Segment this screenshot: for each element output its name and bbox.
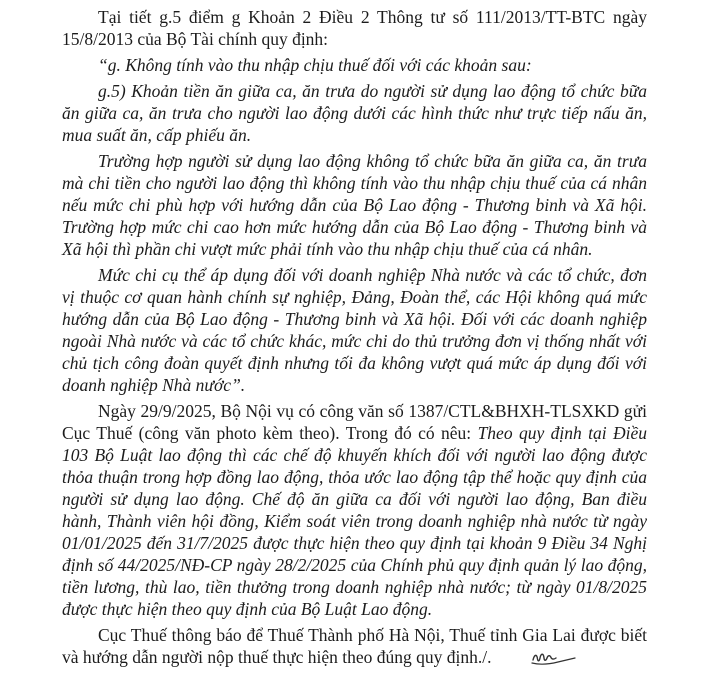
text-run: Theo quy định tại Điều 103 Bộ Luật lao động thì các chế độ khuyến khích đối với người lao động được thỏa thuận trong hợp đồng lao động, thỏa ước lao động tập thể hoặc quy định của người sử dụng lao động. Chế độ ăn giữa ca đối với người lao động, Ban điều hành, Thành viên hội đồng, Kiểm soát viên trong doanh nghiệp nhà nước từ ngày 01/01/2025 đến 31/7/2025 được thực hiện theo quy định tại khoản 9 Điều 34 Nghị định số 44/2025/NĐ-CP ngày 28/2/2025 của Chính phủ quy định quản lý lao động, tiền lương, thù lao, tiền thưởng trong doanh nghiệp nhà nước; từ ngày 01/8/2025 được thực hiện theo quy định của Bộ Luật Lao động.	[62, 423, 648, 619]
paragraph-quote-muc-chi	[62, 264, 647, 396]
text-run: Cục Thuế thông báo để Thuế Thành phố Hà Nội, Thuế tỉnh Gia Lai được biết và hướng dẫn người nộp thuế thực hiện theo đúng quy định./.	[62, 625, 647, 667]
paragraph-quote-g	[62, 54, 647, 76]
paragraph-citation-header	[62, 6, 647, 50]
signature-squiggle-icon	[494, 649, 578, 671]
text-run: g.5) Khoản tiền ăn giữa ca, ăn trưa do người sử dụng lao động tổ chức bữa ăn giữa ca, ăn trưa cho người lao động dưới các hình thức như trực tiếp nấu ăn, mua suất ăn, cấp phiếu ăn.	[62, 81, 647, 145]
paragraph-closing-notice	[62, 624, 647, 668]
text-run: “g. Không tính vào thu nhập chịu thuế đối với các khoản sau:	[98, 55, 532, 75]
paragraph-quote-truong-hop	[62, 150, 647, 260]
text-run: Trường hợp người sử dụng lao động không tổ chức bữa ăn giữa ca, ăn trưa mà chi tiền cho người lao động thì không tính vào thu nhập chịu thuế của cá nhân nếu mức chi phù hợp với hướng dẫn của Bộ Lao động - Thương binh và Xã hội. Trường hợp mức chi cao hơn mức hướng dẫn của Bộ Lao động - Thương binh và Xã hội thì phần chi vượt mức phải tính vào thu nhập chịu thuế của cá nhân.	[62, 151, 647, 259]
paragraph-cong-van-bo-noi-vu	[62, 400, 647, 620]
text-run: Tại tiết g.5 điểm g Khoản 2 Điều 2 Thông tư số 111/2013/TT-BTC ngày 15/8/2013 của Bộ Tài chính quy định:	[62, 7, 647, 49]
text-run: Mức chi cụ thể áp dụng đối với doanh nghiệp Nhà nước và các tổ chức, đơn vị thuộc cơ quan hành chính sự nghiệp, Đảng, Đoàn thể, các Hội không quá mức hướng dẫn của Bộ Lao động - Thương binh và Xã hội. Đối với các doanh nghiệp ngoài Nhà nước và các tổ chức khác, mức chi do thủ trưởng đơn vị thống nhất với chủ tịch công đoàn quyết định nhưng tối đa không vượt quá mức áp dụng đối với doanh nghiệp Nhà nước”.	[62, 265, 647, 395]
text-run: Ngày 29/9/2025, Bộ Nội vụ có công văn số 1387/CTL&BHXH-TLSXKD gửi Cục Thuế (công văn photo kèm theo). Trong đó có nêu:	[62, 401, 647, 443]
paragraph-quote-g5	[62, 80, 647, 146]
